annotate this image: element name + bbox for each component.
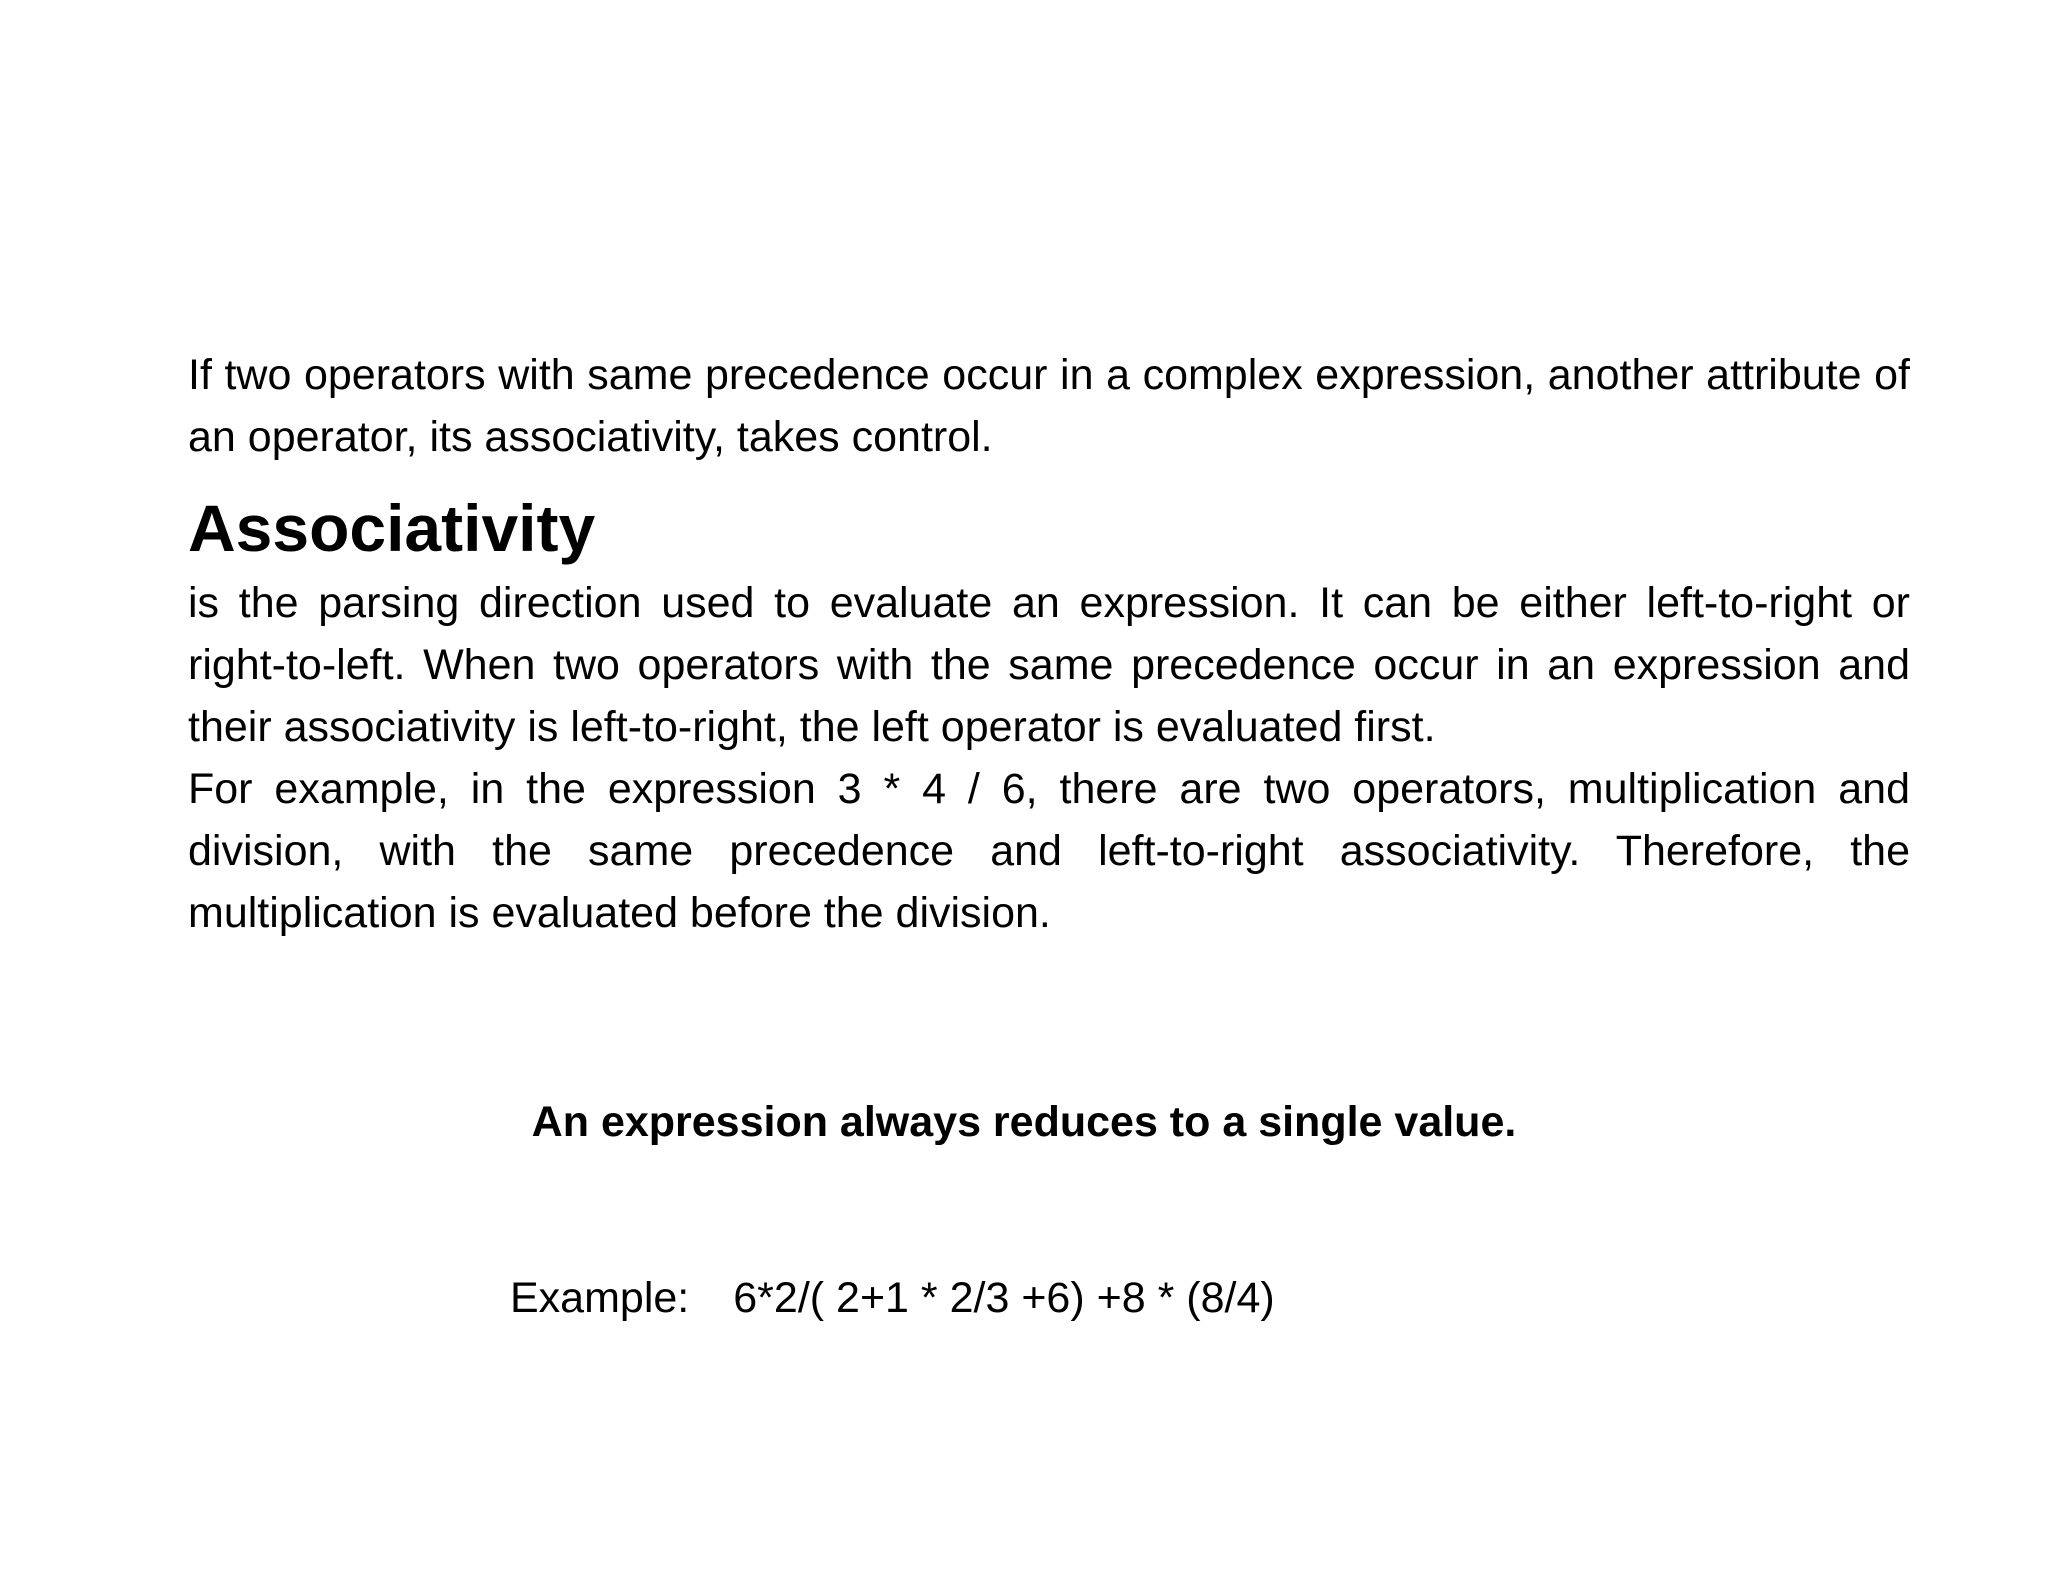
example-paragraph: For example, in the expression 3 * 4 / 6, there are two operators, multiplication and division, with the same precedence and left-to-right associativity. Therefore, the multiplication is evaluated before the division. [188,765,1910,937]
section-heading: Associativity [188,491,596,565]
example-label: Example: [510,1274,690,1322]
example-expression: 6*2/( 2+1 * 2/3 +6) +8 * (8/4) [733,1274,1275,1322]
definition-paragraph: is the parsing direction used to evaluate an expression. It can be either left-to-right or right-to-left. When two operators with the same precedence occur in an expression and their associativity is left-to-right, the left operator is evaluated first. [188,579,1910,751]
slide-body [188,344,1910,944]
example-line [510,1268,1275,1328]
key-statement: An expression always reduces to a single value. [531,1098,1517,1146]
intro-paragraph: If two operators with same precedence occur in a complex expression, another attribute of an operator, its associativity, takes control. [188,351,1910,461]
